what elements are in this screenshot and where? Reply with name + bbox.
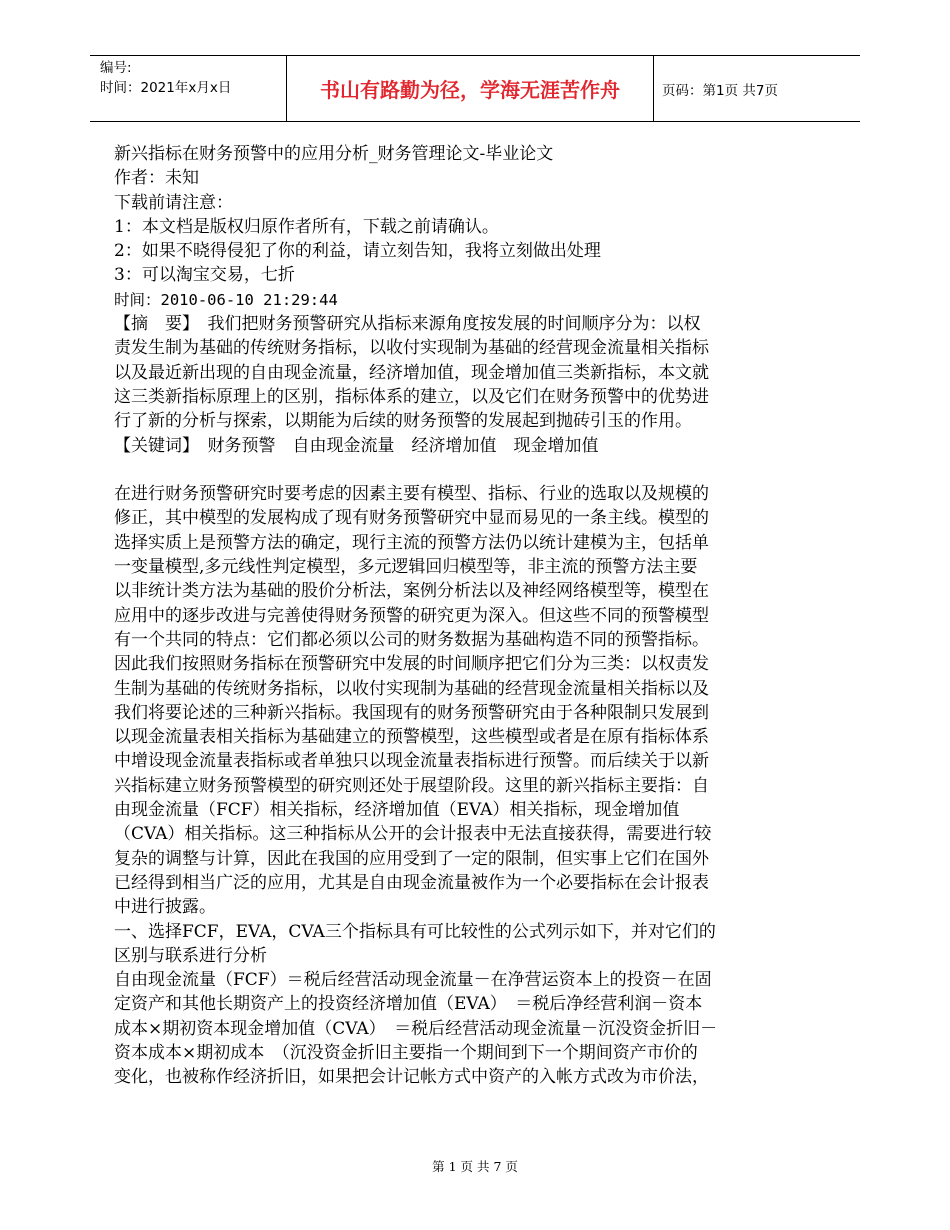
body-line: 一变量模型,多元线性判定模型，多元逻辑回归模型等，非主流的预警方法主要 (114, 557, 698, 578)
body-line: 以非统计类方法为基础的股价分析法，案例分析法以及神经网络模型等，模型在 (114, 581, 709, 602)
body-line: 已经得到相当广泛的应用，尤其是自由现金流量被作为一个必要指标在会计报表 (114, 872, 709, 893)
header-motto: 书山有路勤为径，学海无涯苦作舟 (286, 56, 654, 121)
keywords: 【关键词】 财务预警 自由现金流量 经济增加值 现金增加值 (114, 435, 599, 456)
body-line: 在进行财务预警研究时要考虑的因素主要有模型、指标、行业的选取以及规模的 (114, 484, 709, 505)
body-line: 中进行披露。 (114, 897, 216, 918)
body-line: 我们将要论述的三种新兴指标。我国现有的财务预警研究由于各种限制只发展到 (114, 702, 709, 723)
page-header (90, 55, 860, 122)
formula-line: 定资产和其他长期资产上的投资经济增加值（EVA） ＝税后净经营利润－资本 (114, 994, 703, 1015)
document-time: 时间：2010-06-10 21:29:44 (114, 290, 338, 309)
body-line: （CVA）相关指标。这三种指标从公开的会计报表中无法直接获得，需要进行较 (114, 824, 712, 845)
abstract-line: 行了新的分析与探索，以期能为后续的财务预警的发展起到抛砖引玉的作用。 (114, 411, 692, 432)
abstract-line: 责发生制为基础的传统财务指标，以收付实现制为基础的经营现金流量相关指标 (114, 338, 709, 359)
abstract (114, 312, 774, 433)
notice-heading: 下载前请注意： (114, 192, 233, 213)
spacer (114, 458, 774, 482)
section-heading: 区别与联系进行分析 (114, 945, 267, 966)
document-author: 作者：未知 (114, 168, 199, 189)
header-meta (100, 58, 280, 98)
body-line: 有一个共同的特点：它们都必须以公司的财务数据为基础构造不同的预警指标。 (114, 629, 709, 650)
document-body (114, 142, 774, 1090)
body-line: 由现金流量（FCF）相关指标，经济增加值（EVA）相关指标，现金增加值 (114, 800, 680, 821)
formula-line: 资本成本×期初成本 （沉没资金折旧主要指一个期间到下一个期间资产市价的 (114, 1042, 698, 1063)
section-heading: 一、选择FCF，EVA，CVA三个指标具有可比较性的公式列示如下，并对它们的 (114, 921, 716, 942)
formula-line: 成本×期初资本现金增加值（CVA） ＝税后经营活动现金流量－沉没资金折旧－ (114, 1018, 718, 1039)
abstract-line: 【摘 要】 我们把财务预警研究从指标来源角度按发展的时间顺序分为：以权 (114, 314, 701, 335)
body-line: 以现金流量表相关指标为基础建立的预警模型，这些模型或者是在原有指标体系 (114, 727, 709, 748)
formula-line: 自由现金流量（FCF）＝税后经营活动现金流量－在净营运资本上的投资－在固 (114, 970, 712, 991)
document-title: 新兴指标在财务预警中的应用分析_财务管理论文-毕业论文 (114, 144, 554, 164)
body-line: 兴指标建立财务预警模型的研究则还处于展望阶段。这里的新兴指标主要指：自 (114, 775, 709, 796)
body-line: 复杂的调整与计算，因此在我国的应用受到了一定的限制，但实事上它们在国外 (114, 848, 709, 869)
header-page-info: 页码：第1页 共7页 (662, 82, 778, 99)
notice-item: 3：可以淘宝交易，七折 (114, 265, 295, 286)
body-line: 修正，其中模型的发展构成了现有财务预警研究中显而易见的一条主线。模型的 (114, 508, 709, 529)
document-number-label: 编号: (100, 60, 132, 76)
abstract-line: 以及最近新出现的自由现金流量，经济增加值，现金增加值三类新指标，本文就 (114, 362, 709, 383)
body-line: 因此我们按照财务指标在预警研究中发展的时间顺序把它们分为三类：以权责发 (114, 654, 709, 675)
body-text (114, 482, 774, 1089)
body-line: 生制为基础的传统财务指标，以收付实现制为基础的经营现金流量相关指标以及 (114, 678, 709, 699)
body-line: 应用中的逐步改进与完善使得财务预警的研究更为深入。但这些不同的预警模型 (114, 605, 709, 626)
notice-item: 2：如果不晓得侵犯了你的利益，请立刻告知，我将立刻做出处理 (114, 241, 601, 262)
abstract-line: 这三类新指标原理上的区别，指标体系的建立，以及它们在财务预警中的优势进 (114, 386, 709, 407)
body-line: 中增设现金流量表指标或者单独只以现金流量表指标进行预警。而后续关于以新 (114, 751, 709, 772)
body-line: 选择实质上是预警方法的确定，现行主流的预警方法仍以统计建模为主，包括单 (114, 532, 709, 553)
page-footer: 第 1 页 共 7 页 (432, 1159, 518, 1174)
notice-item: 1：本文档是版权归原作者所有，下载之前请确认。 (114, 216, 499, 237)
formula-line: 变化，也被称作经济折旧，如果把会计记帐方式中资产的入帐方式改为市价法， (114, 1067, 709, 1088)
document-time-label: 时间：2021年x月x日 (100, 80, 232, 96)
